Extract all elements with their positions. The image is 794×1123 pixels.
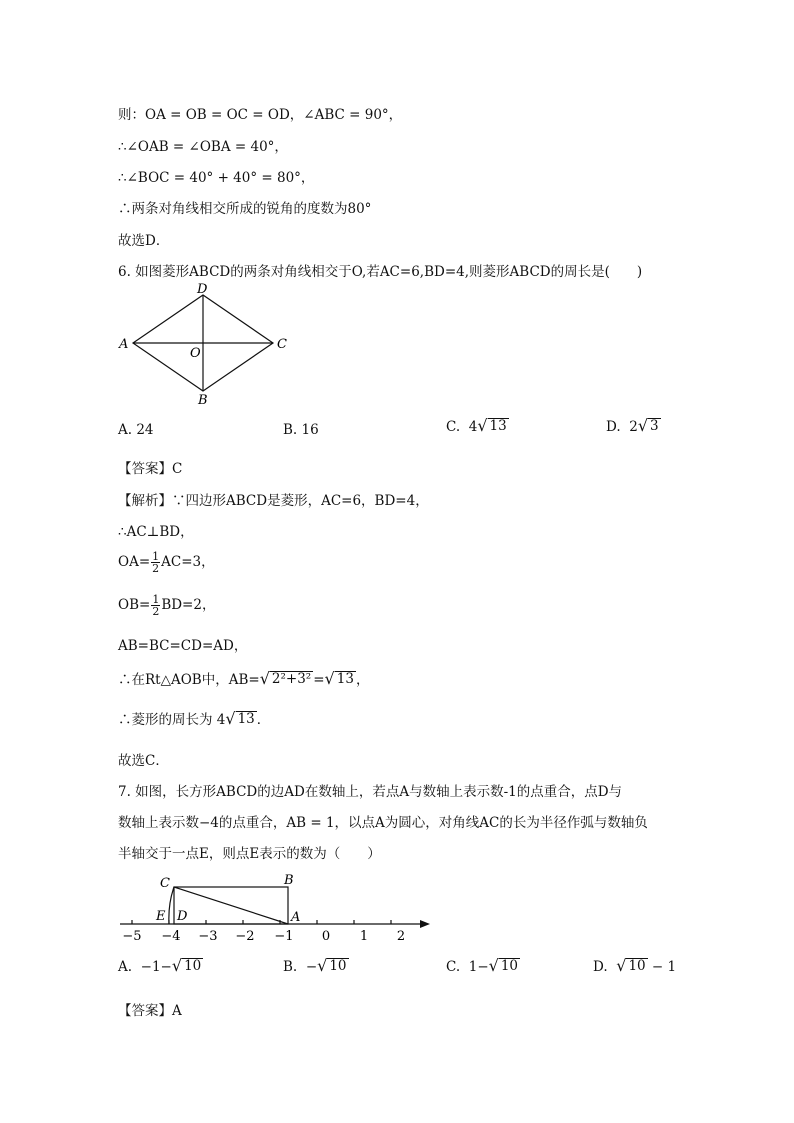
analysis-line: 故选C． — [118, 753, 169, 769]
analysis-line: ∴在Rt△AOB中，AB= √ 2²+3² = √ 13 ， — [118, 669, 370, 688]
tick-label: 2 — [396, 929, 406, 944]
sqrt: √ 10 — [488, 956, 519, 975]
fraction: $\frac{1}{2}$ — [152, 593, 160, 618]
tick-label: −5 — [122, 929, 142, 944]
label-A: A — [119, 337, 129, 352]
tick-label: 0 — [321, 929, 331, 944]
sqrt: √ 10 — [171, 956, 202, 975]
tick-label: −1 — [274, 929, 294, 944]
label-B: B — [198, 393, 208, 408]
sqrt: √ 13 — [477, 416, 507, 435]
question-7-stem: 数轴上表示数−4的点重合，AB = 1，以点A为圆心，对角线AC的长为半径作弧与数轴负 — [118, 815, 648, 831]
label-D: D — [177, 909, 188, 924]
option-c[interactable]: C. 1− √ 10 — [446, 956, 519, 975]
label-O: O — [190, 346, 201, 361]
solution-line: ∴∠BOC = 40° + 40° = 80°， — [118, 170, 315, 186]
tick-label: −3 — [198, 929, 218, 944]
solution-line: 则：OA = OB = OC = OD，∠ABC = 90°， — [118, 107, 403, 123]
solution-line: 故选D． — [118, 233, 170, 249]
solution-line: ∴两条对角线相交所成的锐角的度数为80° — [118, 201, 372, 217]
label-C: C — [160, 876, 170, 891]
answer: 【答案】C — [118, 461, 183, 477]
number-line-figure — [112, 868, 437, 948]
sqrt: √ 10 — [317, 956, 347, 975]
analysis-line: OA= $\frac{1}{2}$ AC=3， — [118, 550, 215, 575]
sqrt: √ 10 — [616, 956, 646, 975]
sqrt: √ 13 — [225, 709, 255, 728]
analysis-line: OB= $\frac{1}{2}$ BD=2， — [118, 593, 216, 618]
sqrt: √ 3 — [637, 416, 659, 435]
analysis-line: ∴AC⊥BD， — [118, 524, 194, 540]
analysis-line: ∴菱形的周长为 4 √ 13 ． — [118, 709, 271, 728]
option-b[interactable]: B. − √ 10 — [283, 956, 347, 975]
option-d[interactable]: D. 2 √ 3 — [606, 416, 659, 435]
option-b[interactable]: B. 16 — [283, 422, 319, 438]
tick-label: 1 — [359, 929, 369, 944]
tick-label: −2 — [235, 929, 255, 944]
label-C: C — [277, 337, 287, 352]
label-E: E — [156, 909, 166, 924]
tick-label: −4 — [161, 929, 181, 944]
label-B: B — [284, 873, 294, 888]
label-A: A — [291, 910, 301, 925]
fraction: $\frac{1}{2}$ — [152, 550, 160, 575]
question-7-stem: 7. 如图，长方形ABCD的边AD在数轴上，若点A与数轴上表示数-1的点重合，点D与 — [118, 784, 623, 800]
option-d[interactable]: D. √ 10 − 1 — [593, 956, 677, 975]
sqrt: √ 13 — [324, 669, 354, 688]
sqrt: √ 2²+3² — [259, 669, 312, 688]
question-6-stem: 6. 如图菱形ABCD的两条对角线相交于O,若AC=6,BD=4,则菱形ABCD的周长是( ) — [118, 264, 643, 280]
analysis-head: 【解析】∵四边形ABCD是菱形，AC=6，BD=4， — [118, 493, 429, 509]
question-7-stem: 半轴交于一点E，则点E表示的数为（ ） — [118, 846, 381, 862]
option-a[interactable]: A. −1− √ 10 — [118, 956, 202, 975]
answer: 【答案】A — [118, 1003, 182, 1019]
option-c[interactable]: C. 4 √ 13 — [446, 416, 507, 435]
analysis-line: AB=BC=CD=AD， — [118, 638, 248, 654]
label-D: D — [197, 282, 208, 297]
solution-line: ∴∠OAB = ∠OBA = 40°， — [118, 139, 288, 155]
rhombus-figure — [112, 280, 302, 408]
option-a[interactable]: A. 24 — [118, 422, 154, 438]
